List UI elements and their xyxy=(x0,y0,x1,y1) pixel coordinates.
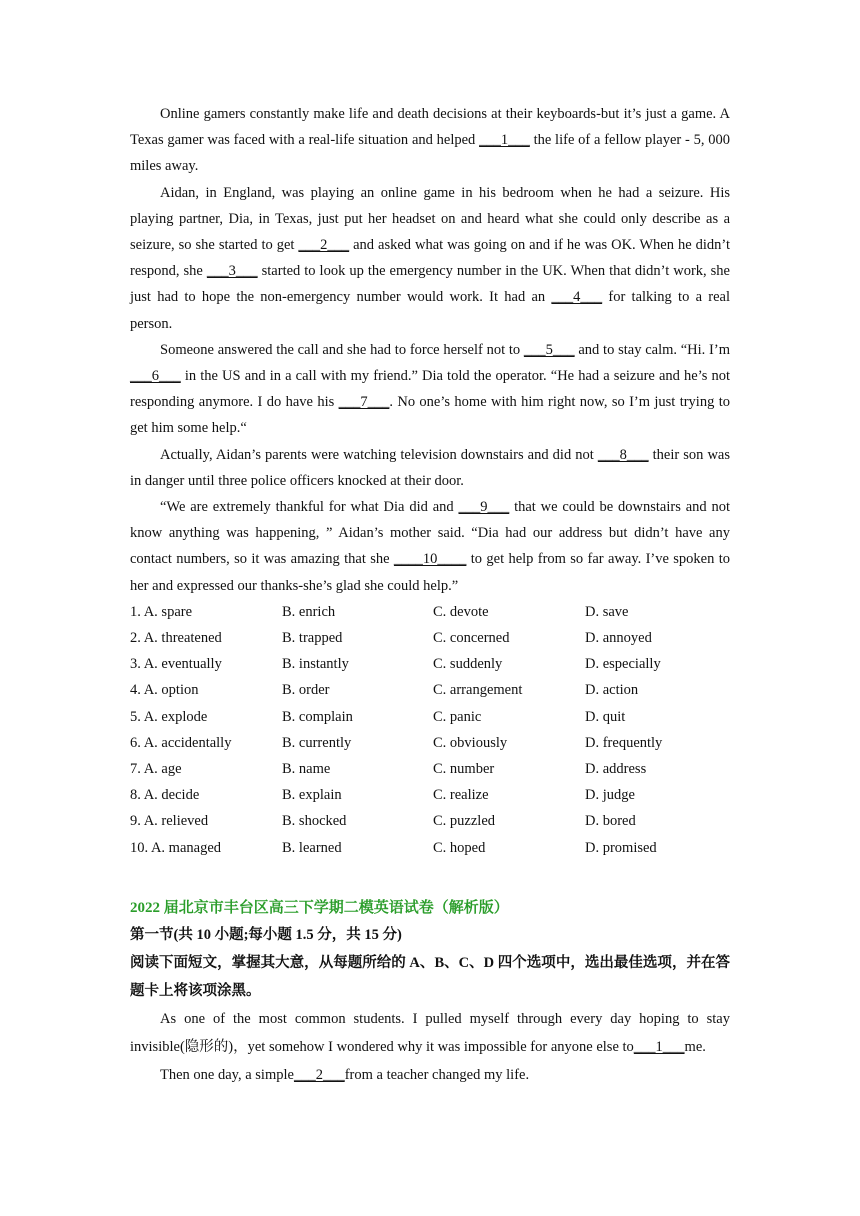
option-item: C. number xyxy=(433,760,495,777)
option-item: D. bored xyxy=(585,813,636,830)
paragraph-text: that we could be downstairs and not know anything was happening, ” Aidan’s mother said. “Dia had our address but didn’t have any contact numbers, so it was amazing that she xyxy=(130,499,731,568)
option-row xyxy=(130,782,730,808)
option-row xyxy=(130,651,730,677)
option-item: 4. A. option xyxy=(130,682,199,699)
option-item: C. obviously xyxy=(433,734,508,751)
paragraph xyxy=(130,101,730,180)
paragraph-text: Someone answered the call and she had to force herself not to xyxy=(160,341,524,358)
blank: ___3___ xyxy=(206,263,258,280)
blank: ___8___ xyxy=(597,446,649,463)
paragraph xyxy=(130,1005,730,1061)
paragraph-text: and to stay calm. “Hi. I’m xyxy=(574,341,730,358)
paragraph xyxy=(130,180,730,337)
option-item: 6. A. accidentally xyxy=(130,734,232,751)
option-item: B. currently xyxy=(282,734,352,751)
option-item: 9. A. relieved xyxy=(130,813,209,830)
blank: ___2___ xyxy=(298,237,350,254)
blank: ___5___ xyxy=(523,341,575,358)
option-item: B. explain xyxy=(282,787,342,804)
option-row xyxy=(130,756,730,782)
blank: ___2___ xyxy=(293,1066,345,1083)
option-item: 3. A. eventually xyxy=(130,656,222,673)
blank: ___1___ xyxy=(479,132,530,149)
paragraph-text: to get help from so far away. I’ve spoken to her and expressed our thanks-she’s glad she could help.” xyxy=(130,551,730,594)
option-item: 5. A. explode xyxy=(130,708,208,725)
option-row xyxy=(130,835,730,861)
paragraph-text: . No one’s home with him right now, so I’m just trying to get him some help.“ xyxy=(130,394,730,437)
paragraph xyxy=(130,1061,730,1089)
paragraph-text: in the US and in a call with my friend.” Dia told the operator. “He had a seizure and he’s not responding anymore. I do have his xyxy=(130,368,730,411)
option-row xyxy=(130,704,730,730)
option-item: C. suddenly xyxy=(433,656,503,673)
option-item: 8. A. decide xyxy=(130,787,200,804)
blank: ___7___ xyxy=(338,394,390,411)
option-item: D. promised xyxy=(585,839,657,856)
blank: ___4___ xyxy=(551,289,603,306)
option-item: 2. A. threatened xyxy=(130,630,222,647)
exam-title: 2022 届北京市丰台区高三下学期二模英语试卷（解析版） xyxy=(130,899,509,916)
option-item: B. learned xyxy=(282,839,342,856)
option-item: B. complain xyxy=(282,708,353,725)
option-item: C. devote xyxy=(433,603,489,620)
option-item: D. quit xyxy=(585,708,626,725)
paragraph-text: Actually, Aidan’s parents were watching television downstairs and did not xyxy=(160,446,598,463)
option-row xyxy=(130,625,730,651)
option-item: D. annoyed xyxy=(585,630,652,647)
paragraph-text: the life of a fellow player - 5, 000 miles away. xyxy=(130,132,730,175)
option-row xyxy=(130,677,730,703)
paragraph-text: for talking to a real person. xyxy=(130,289,730,332)
paragraph xyxy=(130,442,730,494)
paragraph-text: their son was in danger until three police officers knocked at their door. xyxy=(130,446,730,489)
option-row xyxy=(130,599,730,625)
option-item: C. puzzled xyxy=(433,813,496,830)
option-item: B. trapped xyxy=(282,630,343,647)
option-item: B. name xyxy=(282,760,331,777)
blank: ___1___ xyxy=(633,1038,685,1055)
options-table xyxy=(130,599,730,861)
option-item: C. arrangement xyxy=(433,682,523,699)
option-item: B. enrich xyxy=(282,603,336,620)
blank: ____10____ xyxy=(393,551,467,568)
option-item: D. address xyxy=(585,760,647,777)
option-item: 1. A. spare xyxy=(130,603,193,620)
blank: ___9___ xyxy=(458,499,510,516)
paragraph-text: and asked what was going on and if he was OK. When he didn’t respond, she xyxy=(130,237,730,280)
paragraph-text: Then one day, a simple xyxy=(160,1066,294,1083)
paragraph-text: Online gamers constantly make life and death decisions at their keyboards-but it’s just a game. A Texas gamer was faced with a real-life situation and helped xyxy=(130,106,730,149)
paragraph-text: me. xyxy=(684,1038,706,1055)
paragraph xyxy=(130,337,730,442)
paragraph-text: As one of the most common students. I pulled myself through every day hoping to stay invisible(隐形的)，yet somehow I wondered why it was impossible for anyone else to xyxy=(130,1010,730,1055)
option-item: D. judge xyxy=(585,787,635,804)
instruction-text: 阅读下面短文，掌握其大意，从每题所给的 A、B、C、D 四个选项中，选出最佳选项，并在答题卡上将该项涂黑。 xyxy=(130,954,730,999)
passage-1 xyxy=(130,101,730,599)
option-item: B. order xyxy=(282,682,330,699)
option-item: B. shocked xyxy=(282,813,347,830)
paragraph-text: Aidan, in England, was playing an online game in his bedroom when he had a seizure. His playing partner, Dia, in Texas, just put her headset on and heard what she could only describe as a seizure, so she started to get xyxy=(130,184,730,254)
option-item: C. realize xyxy=(433,787,489,804)
option-item: D. especially xyxy=(585,656,661,673)
option-item: C. hoped xyxy=(433,839,486,856)
option-item: C. panic xyxy=(433,708,482,725)
section-subtitle: 第一节(共 10 小题;每小题 1.5 分，共 15 分) xyxy=(130,926,402,943)
option-item: D. frequently xyxy=(585,734,663,751)
paragraph-text: started to look up the emergency number in the UK. When that didn’t work, she just had to hope the non-emergency number would work. It had an xyxy=(130,263,730,306)
document-content xyxy=(130,101,730,1089)
passage-2 xyxy=(130,1005,730,1089)
paragraph xyxy=(130,494,730,599)
option-item: B. instantly xyxy=(282,656,349,673)
option-item: 7. A. age xyxy=(130,760,182,777)
paragraph-text: “We are extremely thankful for what Dia did and xyxy=(160,499,459,516)
option-item: D. action xyxy=(585,682,639,699)
option-item: D. save xyxy=(585,603,629,620)
option-row xyxy=(130,730,730,756)
blank: ___6___ xyxy=(130,368,181,385)
option-item: C. concerned xyxy=(433,630,510,647)
paragraph-text: from a teacher changed my life. xyxy=(344,1066,530,1083)
option-item: 10. A. managed xyxy=(130,839,222,856)
option-row xyxy=(130,808,730,834)
